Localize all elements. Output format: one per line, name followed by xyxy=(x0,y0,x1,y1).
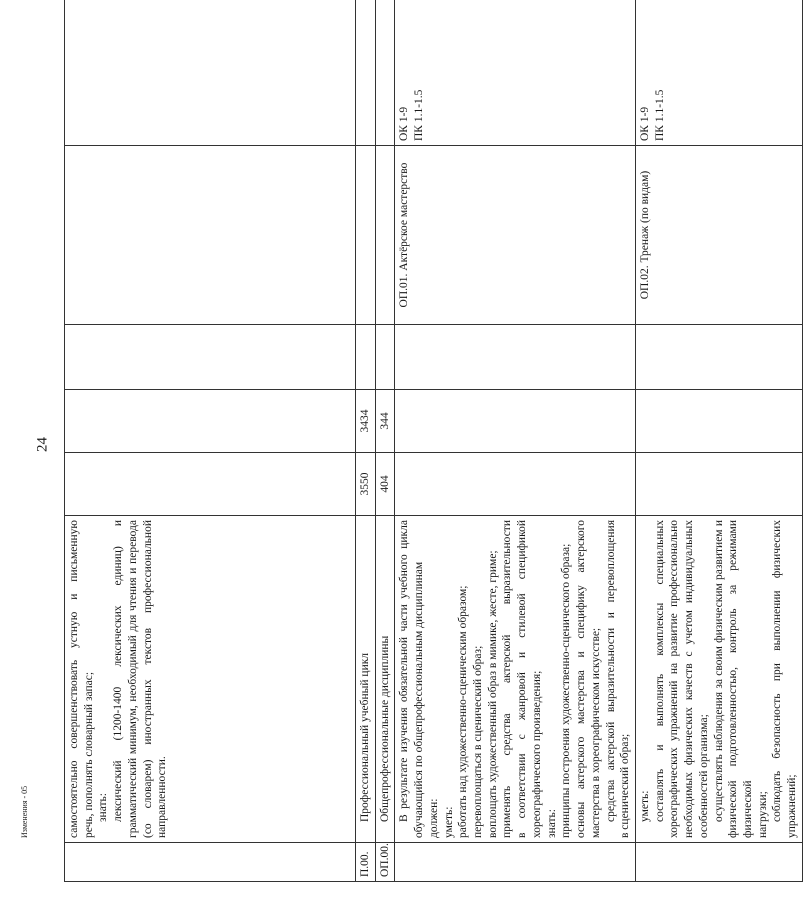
cell-code xyxy=(635,843,802,882)
cell-extra xyxy=(375,325,395,390)
text-line: обучающийся по общепрофессиональным дисциплинам должен: xyxy=(413,561,440,838)
cell-text xyxy=(395,516,636,843)
text-line: соблюдать безопасность при выполнении физических xyxy=(771,520,784,822)
cell-max xyxy=(65,453,356,516)
text-line: Общепрофессиональные дисциплины xyxy=(378,635,391,822)
text-line: составлять и выполнять комплексы специальных xyxy=(653,520,666,822)
cell-max: 404 xyxy=(375,453,395,516)
text-line: нагрузки; xyxy=(756,791,769,838)
table-row xyxy=(635,0,802,882)
cell-discipline xyxy=(375,146,395,325)
cell-code: П.00. xyxy=(356,843,376,882)
cell-extra xyxy=(65,325,356,390)
text-line: Профессиональный учебный цикл xyxy=(359,652,371,822)
text-line: применять средства актерской выразительности xyxy=(501,520,514,838)
cell-extra xyxy=(395,325,636,390)
text-line: хореографических упражнений на развитие профессионально xyxy=(668,520,681,838)
text-line: средства актерской выразительности и перевоплощения xyxy=(604,520,617,822)
cell-code xyxy=(65,843,356,882)
text-line: уметь: xyxy=(638,790,651,822)
cell-discipline xyxy=(65,146,356,325)
text-line: речь, пополнять словарный запас; xyxy=(82,671,95,838)
cell-discipline: ОП.02. Тренаж (по видам) xyxy=(635,146,802,325)
text-line: особенностей организма; xyxy=(697,714,710,838)
text-line: упражнений; xyxy=(786,774,799,838)
text-line: хореографического произведения; xyxy=(530,670,543,838)
cell-text xyxy=(375,516,395,843)
table-row xyxy=(395,0,636,882)
text-line: осуществлять наблюдения за своим физическим развитием и xyxy=(712,520,725,822)
footer-note: Изменения - 05 xyxy=(20,785,29,838)
text-line: физической подготовленностью, контроль за режимами физической xyxy=(727,520,754,838)
text-line: уметь: xyxy=(442,806,455,838)
cell-extra xyxy=(356,325,376,390)
text-line: перевоплощаться в сценический образ; xyxy=(472,645,485,838)
cell-text xyxy=(356,516,376,843)
cell-code xyxy=(395,843,636,882)
text-line: направленности. xyxy=(156,756,169,838)
cell-competence xyxy=(356,0,376,146)
cell-competence: ОК 1-9 ПК 1.1-1.5 xyxy=(395,0,636,146)
cell-competence xyxy=(375,0,395,146)
cell-competence: ОК 1-9 ПК 1.1-1.5 xyxy=(635,0,802,146)
text-line: В результате изучения обязательной части учебного цикла xyxy=(398,520,411,822)
cell-mand: 3434 xyxy=(356,390,376,453)
text-line: (со словарем) иностранных текстов профессиональной xyxy=(141,520,154,838)
cell-discipline: ОП.01. Актёрское мастерство xyxy=(395,146,636,325)
rotated-table-wrapper xyxy=(64,55,799,882)
table-row xyxy=(356,0,376,882)
text-line: знать: xyxy=(545,809,558,838)
cell-code: ОП.00. xyxy=(375,843,395,882)
text-line: знать: xyxy=(97,793,110,822)
cell-mand xyxy=(65,390,356,453)
cell-discipline xyxy=(356,146,376,325)
cell-max: 3550 xyxy=(356,453,376,516)
text-line: принципы построения художественно-сценического образа; xyxy=(560,543,573,838)
text-line: лексический (1200-1400 лексических единиц) и xyxy=(112,520,125,822)
cell-mand: 344 xyxy=(375,390,395,453)
table-row xyxy=(375,0,395,882)
cell-extra xyxy=(635,325,802,390)
cell-max xyxy=(635,453,802,516)
cell-max xyxy=(395,453,636,516)
text-line: в соответствии с жанровой и стилевой спецификой xyxy=(516,520,529,838)
text-line: в сценический образ; xyxy=(619,733,632,838)
page-number: 24 xyxy=(34,437,51,452)
text-line: воплощать художественный образ в мимике, жесте, гриме; xyxy=(486,550,499,838)
cell-text xyxy=(65,516,356,843)
cell-mand xyxy=(635,390,802,453)
text-line: самостоятельно совершенствовать устную и письменную xyxy=(68,520,80,838)
cell-mand xyxy=(395,390,636,453)
text-line: работать над художественно-сценическим образом; xyxy=(457,585,470,838)
text-line: грамматический минимум, необходимый для чтения и перевода xyxy=(126,520,139,838)
text-line: основы актерского мастерства и специфику актерского xyxy=(575,520,588,838)
cell-competence xyxy=(65,0,356,146)
cell-text xyxy=(635,516,802,843)
text-line: необходимых физических качеств с учетом индивидуальных xyxy=(683,520,696,838)
curriculum-table xyxy=(64,0,803,882)
text-line: мастерства в хореографическом искусстве; xyxy=(589,627,602,838)
table-row xyxy=(65,0,356,882)
